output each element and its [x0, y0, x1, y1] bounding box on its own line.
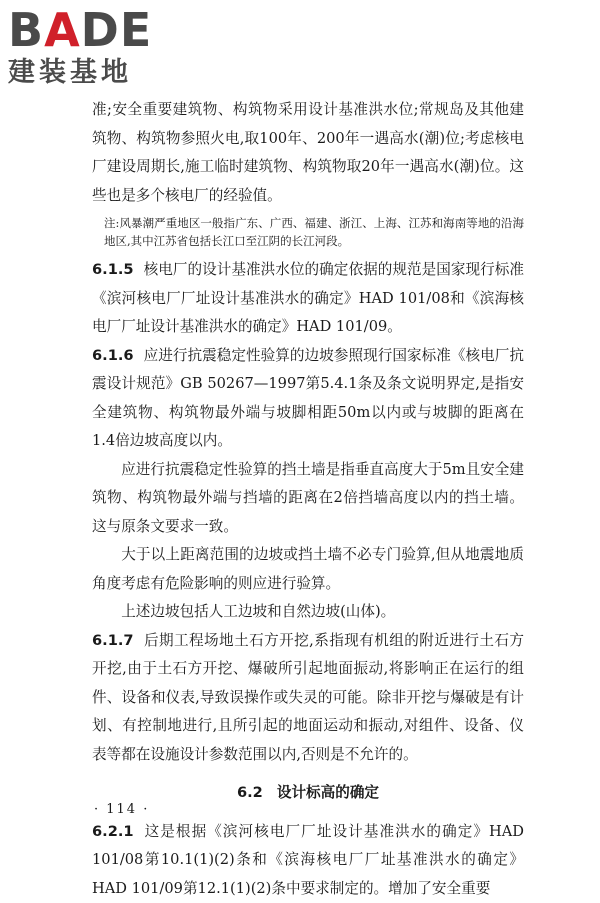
clause-number: 6.2.1: [92, 823, 134, 840]
bade-logo: [8, 6, 178, 90]
clause-6-1-6: [92, 342, 524, 456]
note: 注:风暴潮严重地区一般指广东、广西、福建、浙江、上海、江苏和海南等地的沿海地区,其中江苏省包括长江口至江阴的长江河段。: [92, 214, 524, 250]
section-title: 设计标高的确定: [277, 784, 379, 801]
paragraph: 上述边坡包括人工边坡和自然边坡(山体)。: [92, 598, 524, 627]
document-body: [92, 96, 524, 903]
clause-text: 应进行抗震稳定性验算的边坡参照现行国家标准《核电厂抗震设计规范》GB 50267—1997第5.4.1条及条文说明界定,是指安全建筑物、构筑物最外端与坡脚相距50m以内或与坡脚的距离在1.4倍边坡高度以内。: [92, 347, 524, 450]
page-number: · 114 ·: [94, 802, 149, 817]
paragraph-continuation: 准;安全重要建筑物、构筑物采用设计基准洪水位;常规岛及其他建筑物、构筑物参照火电,取100年、200年一遇高水(潮)位;考虑核电厂建设周期长,施工临时建筑物、构筑物取20年一遇高水(潮)位。这些也是多个核电厂的经验值。: [92, 96, 524, 210]
clause-text: 这是根据《滨河核电厂厂址设计基准洪水的确定》HAD 101/08第10.1(1)(2)条和《滨海核电厂厂址基准洪水的确定》HAD 101/09第12.1(1)(2)条中要求制定的。增加了安全重要: [92, 823, 524, 897]
paragraph: 应进行抗震稳定性验算的挡土墙是指垂直高度大于5m且安全建筑物、构筑物最外端与挡墙的距离在2倍挡墙高度以内的挡土墙。这与原条文要求一致。: [92, 456, 524, 542]
clause-6-1-5: [92, 256, 524, 342]
clause-number: 6.1.5: [92, 261, 134, 278]
clause-text: 后期工程场地土石方开挖,系指现有机组的附近进行土石方开挖,由于土石方开挖、爆破所引起地面振动,将影响正在运行的组件、设备和仪表,导致误操作或失灵的可能。除非开挖与爆破是有计划、有控制地进行,且所引起的地面运动和振动,对组件、设备、仪表等都在设施设计参数范围以内,否则是不允许的。: [92, 632, 524, 763]
clause-6-2-1: [92, 818, 524, 903]
section-number: 6.2: [237, 784, 263, 801]
logo-wordmark: B A DE: [8, 6, 178, 54]
clause-text: 核电厂的设计基准洪水位的确定依据的规范是国家现行标准《滨河核电厂厂址设计基准洪水的确定》HAD 101/08和《滨海核电厂厂址设计基准洪水的确定》HAD 101/09。: [92, 261, 524, 335]
clause-6-1-7: [92, 627, 524, 770]
section-heading: [92, 779, 524, 808]
clause-number: 6.1.7: [92, 632, 134, 649]
clause-number: 6.1.6: [92, 347, 134, 364]
logo-subtitle: 建装基地: [8, 56, 178, 90]
paragraph: 大于以上距离范围的边坡或挡土墙不必专门验算,但从地震地质角度考虑有危险影响的则应进行验算。: [92, 541, 524, 598]
